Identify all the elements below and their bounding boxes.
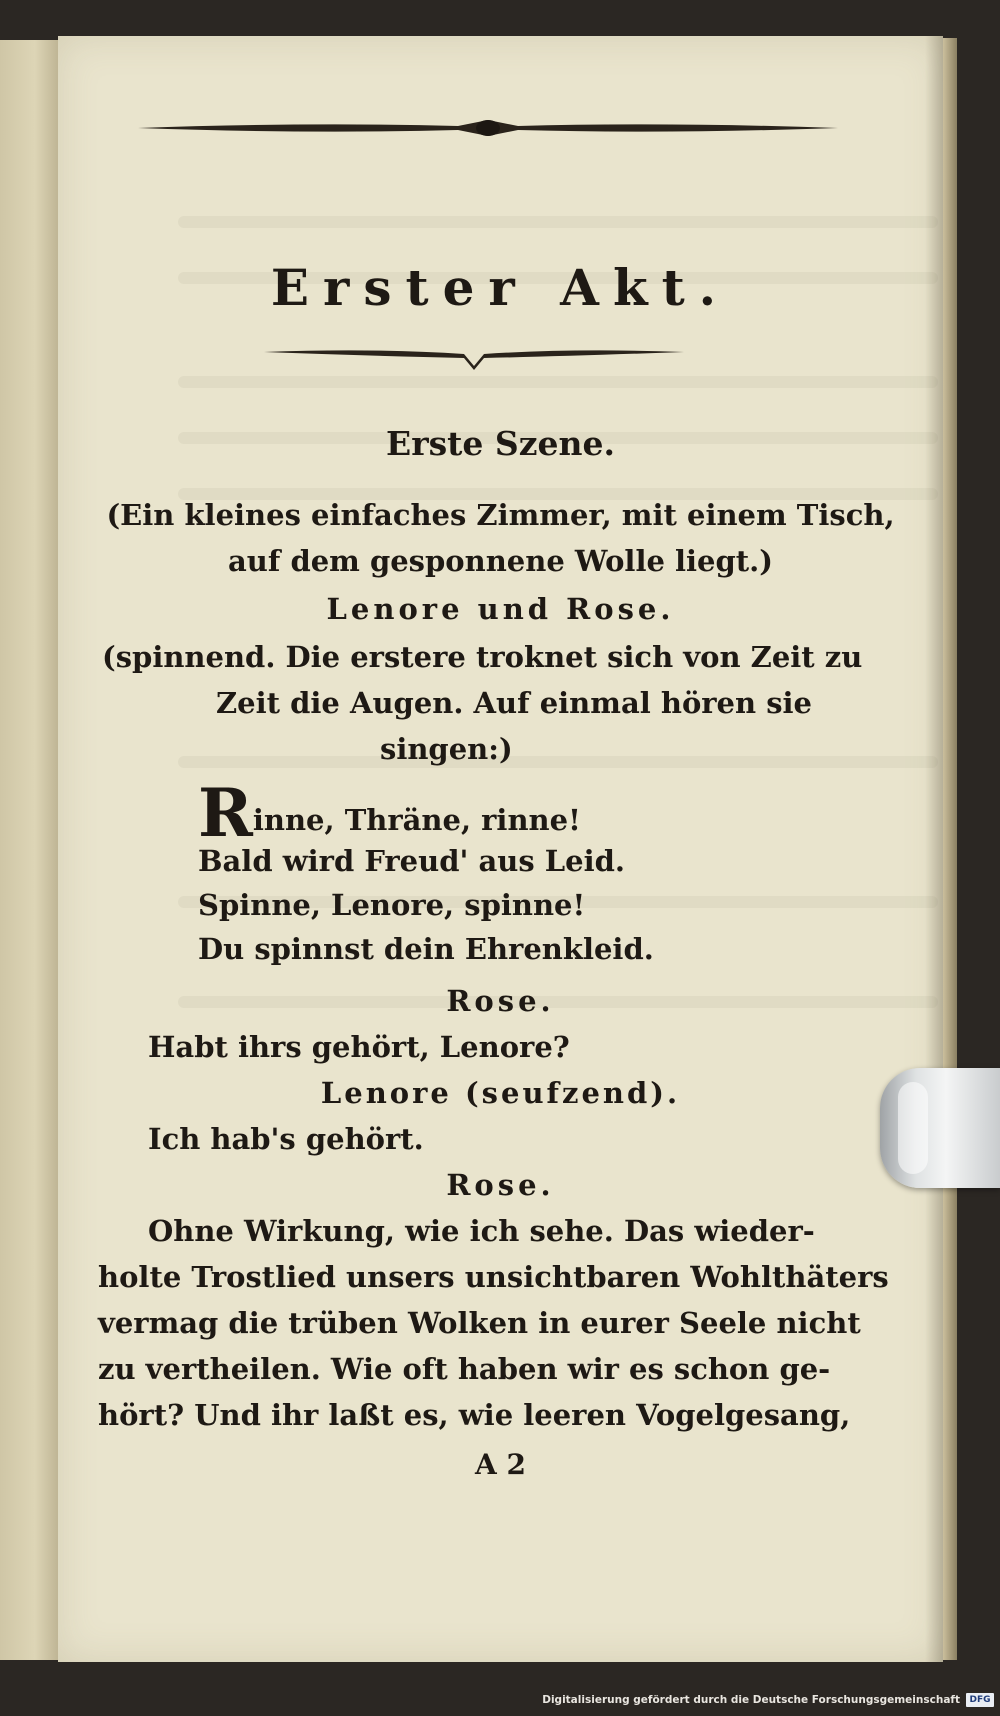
bleed-through-line [178, 376, 938, 388]
speaker-name: Lenore (seufzend). [320, 1076, 681, 1110]
footer-credit: Digitalisierung gefördert durch die Deutsche Forschungsgemeinschaft [542, 1694, 960, 1706]
paragraph-line: holte Trostlied unsers unsichtbaren Wohlthäters [98, 1260, 889, 1294]
song-line: Spinne, Lenore, spinne! [198, 888, 586, 922]
act-title: Erster Akt. [270, 258, 731, 317]
drop-capital: R [198, 774, 253, 852]
stage-direction-line: auf dem gesponnene Wolle liegt.) [228, 544, 773, 578]
signature-mark: A 2 [475, 1448, 526, 1481]
right-page-edge [943, 38, 957, 1660]
scene-title: Erste Szene. [386, 424, 615, 463]
bleed-through-line [178, 756, 938, 768]
speaker-name: Rose. [446, 984, 555, 1018]
dfg-logo: DFG [966, 1693, 994, 1707]
stage-direction-line: (spinnend. Die erstere troknet sich von Zeit zu [102, 640, 863, 674]
paragraph-line: zu vertheilen. Wie oft haben wir es schon ge- [98, 1352, 831, 1386]
book-page [58, 36, 943, 1662]
song-line: Bald wird Freud' aus Leid. [198, 844, 625, 878]
song-line-text: inne, Thräne, rinne! [252, 803, 581, 837]
digitization-footer [542, 1690, 994, 1710]
dialogue-line: Ich hab's gehört. [148, 1122, 424, 1156]
clip-highlight [898, 1082, 928, 1174]
dialogue-line: Habt ihrs gehört, Lenore? [148, 1030, 570, 1064]
character-list: Lenore und Rose. [326, 592, 675, 626]
paragraph-line: Ohne Wirkung, wie ich sehe. Das wieder- [148, 1214, 815, 1248]
song-line: Du spinnst dein Ehrenkleid. [198, 932, 654, 966]
bleed-through-line [178, 216, 938, 228]
paragraph-line: hört? Und ihr laßt es, wie leeren Vogelgesang, [98, 1398, 851, 1432]
speaker-name: Rose. [446, 1168, 555, 1202]
stage-direction-line: (Ein kleines einfaches Zimmer, mit einem Tisch, [106, 498, 895, 532]
paragraph-line: vermag die trüben Wolken in eurer Seele nicht [98, 1306, 861, 1340]
song-line [198, 774, 581, 852]
left-facing-page-edge [0, 40, 59, 1660]
top-ornament-rule [138, 116, 838, 140]
title-ornament-rule [264, 342, 684, 372]
stage-direction-line: singen:) [380, 732, 513, 766]
stage-direction-line: Zeit die Augen. Auf einmal hören sie [216, 686, 812, 720]
page-clip [880, 1068, 1000, 1188]
